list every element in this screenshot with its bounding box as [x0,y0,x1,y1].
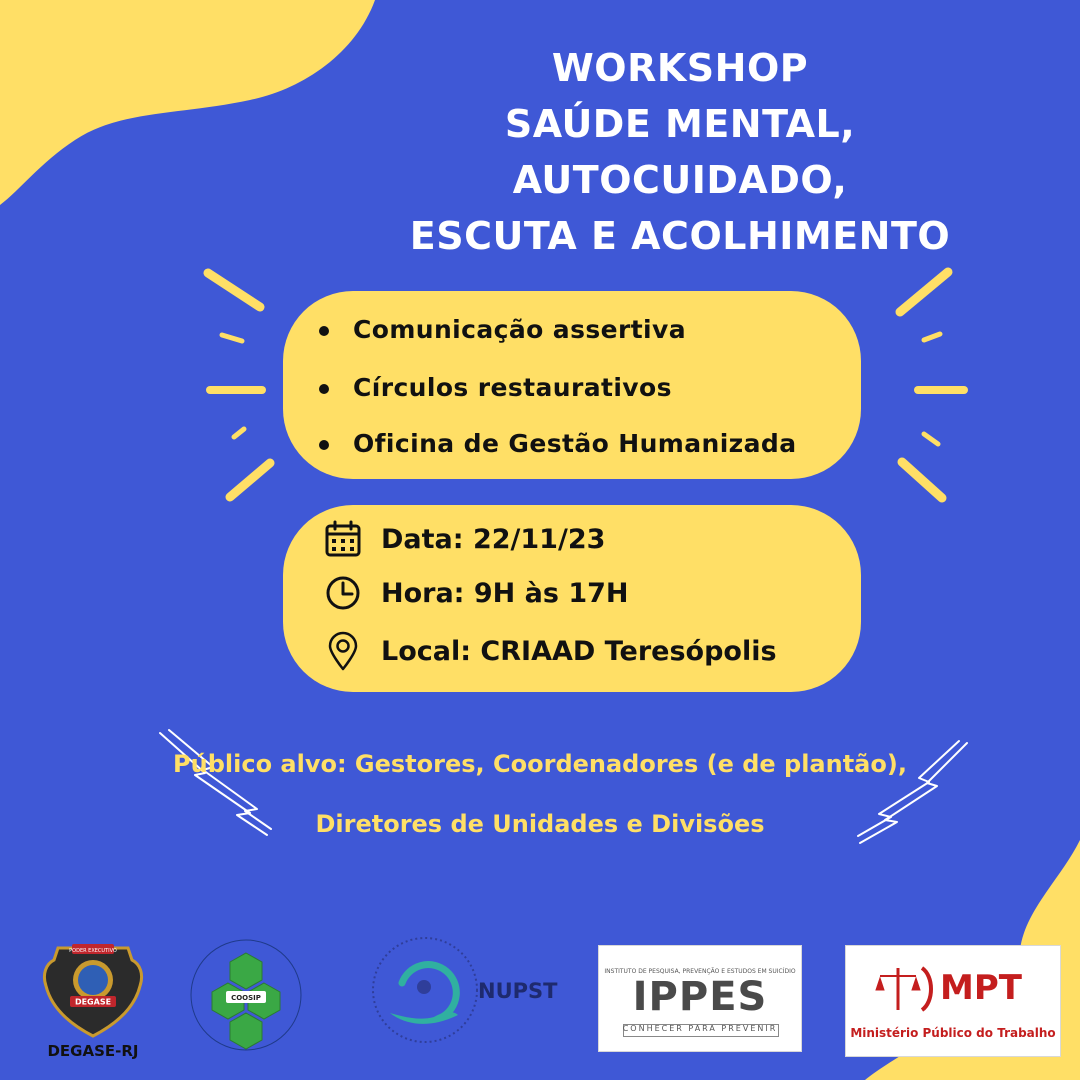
mpt-scales-icon [868,964,938,1014]
bullet-icon [319,440,329,450]
clock-icon [323,573,363,613]
ippes-tagline: CONHECER PARA PREVENIR [622,1024,778,1033]
time-row [323,573,629,613]
topic-item [353,429,796,458]
coosip-emblem-icon [186,935,306,1055]
location-text: Local: CRIAAD Teresópolis [381,635,777,667]
title-line-1: WORKSHOP [551,46,809,90]
degase-logo [28,940,158,1065]
topic-label: Círculos restaurativos [353,373,672,402]
degase-label: DEGASE-RJ [47,1042,139,1060]
calendar-icon [323,519,363,559]
mpt-label: MPT [940,968,1022,1008]
title-line-3: ESCUTA E ACOLHIMENTO [409,214,951,258]
left-emphasis-rays [200,265,280,505]
degase-banner-text: PODER EXECUTIVO [69,948,117,954]
topics-box [283,291,861,479]
degase-seal-text: DEGASE [74,997,112,1007]
date-row [323,519,605,559]
coosip-logo [186,935,306,1055]
details-box [283,505,861,692]
degase-shield-icon [28,940,158,1040]
ippes-logo [598,945,802,1052]
date-text: Data: 22/11/23 [381,523,606,555]
location-row [323,631,777,671]
nupst-label: NUPST [478,979,558,1003]
top-left-blob [0,0,400,210]
ippes-top-text: INSTITUTO DE PESQUISA, PREVENÇÃO E ESTUDOS EM SUICÍDIO [604,968,796,975]
event-title [390,40,970,264]
topic-item [353,373,672,402]
ippes-label: IPPES [632,974,768,1020]
right-emphasis-rays [880,262,970,507]
bullet-icon [319,384,329,394]
coosip-center-text: COOSIP [231,994,261,1002]
audience-line-2: Diretores de Unidades e Divisões [315,810,765,838]
topic-item [353,315,686,344]
audience-line-1: Público alvo: Gestores, Coordenadores (e de plantão), [173,750,907,778]
nupst-logo [360,925,565,1055]
target-audience [160,734,920,854]
mpt-logo [845,945,1061,1057]
title-line-2: SAÚDE MENTAL, AUTOCUIDADO, [504,102,856,202]
bullet-icon [319,326,329,336]
mpt-subtitle: Ministério Público do Trabalho [850,1026,1056,1040]
topic-label: Oficina de Gestão Humanizada [353,429,797,458]
map-pin-icon [323,631,363,671]
nupst-hand-icon [360,925,490,1055]
topic-label: Comunicação assertiva [353,315,686,344]
time-text: Hora: 9H às 17H [381,577,629,609]
